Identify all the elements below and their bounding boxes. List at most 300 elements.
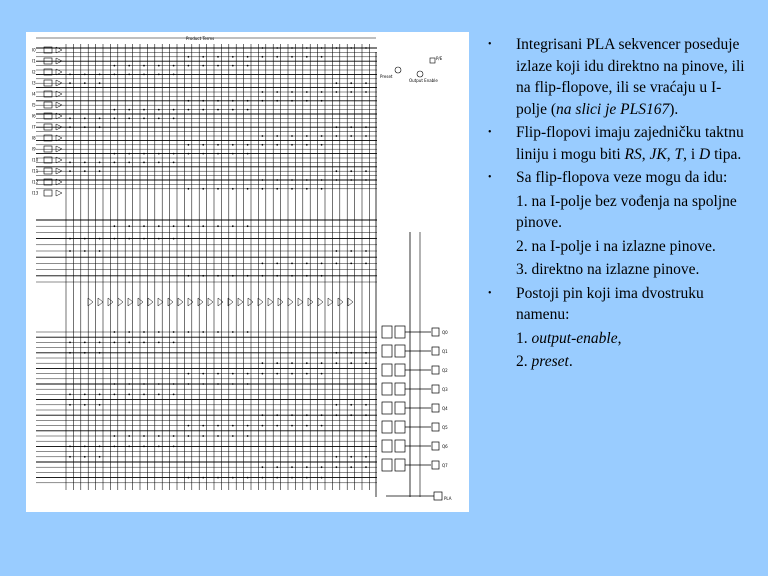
fuse-dot <box>128 74 130 76</box>
register-label: Q7 <box>442 463 448 468</box>
fuse-dot <box>99 170 101 172</box>
fuse-dot <box>247 65 249 67</box>
flip-flop <box>395 326 405 338</box>
or-gate <box>218 298 223 306</box>
or-gate <box>138 298 143 306</box>
fuse-dot <box>262 91 264 93</box>
fuse-dot <box>247 225 249 227</box>
fuse-dot <box>217 331 219 333</box>
fuse-dot <box>84 162 86 164</box>
fuse-dot <box>336 456 338 458</box>
fuse-dot <box>99 394 101 396</box>
fuse-dot <box>350 126 352 128</box>
flip-flop <box>382 459 392 471</box>
text-run: Integrisani PLA sekvencer poseduje izlaze koji idu direktno na pinove, ili na flip-flopove, ili se vraćaju u I-polje ( <box>516 36 745 118</box>
fuse-dot <box>306 275 308 277</box>
fuse-dot <box>365 126 367 128</box>
fuse-dot <box>188 100 190 102</box>
fuse-dot <box>291 263 293 265</box>
fuse-dot <box>232 65 234 67</box>
fuse-dot <box>128 435 130 437</box>
fuse-dot <box>365 352 367 354</box>
fuse-dot <box>365 250 367 252</box>
fuse-dot <box>321 275 323 277</box>
fuse-dot <box>99 126 101 128</box>
fuse-dot <box>306 144 308 146</box>
fuse-dot <box>247 425 249 427</box>
input-label: I5 <box>32 102 36 108</box>
text-run: preset <box>531 353 569 370</box>
fuse-dot <box>232 331 234 333</box>
fuse-dot <box>69 404 71 406</box>
fuse-dot <box>128 446 130 448</box>
register-label: Q6 <box>442 444 448 449</box>
fuse-dot <box>350 91 352 93</box>
input-label: I11 <box>32 168 39 174</box>
text-run: RS <box>624 145 642 163</box>
text-run: output-enable <box>531 329 618 347</box>
fuse-dot <box>99 456 101 458</box>
fuse-dot <box>173 342 175 344</box>
fuse-dot <box>202 56 204 58</box>
fuse-dot <box>202 331 204 333</box>
fuse-dot <box>321 47 323 49</box>
fuse-dot <box>84 342 86 344</box>
fuse-dot <box>306 362 308 364</box>
fuse-dot <box>84 446 86 448</box>
sub-item <box>480 236 750 258</box>
fuse-dot <box>291 135 293 137</box>
fuse-dot <box>128 225 130 227</box>
bullet-item <box>480 283 750 326</box>
fuse-dot <box>247 435 249 437</box>
fuse-dot <box>365 263 367 265</box>
fuse-dot <box>158 225 160 227</box>
input-label: I0 <box>32 47 36 53</box>
diagram-title: Product Terms <box>186 36 215 41</box>
fuse-dot <box>188 435 190 437</box>
fuse-dot <box>158 153 160 155</box>
fuse-dot <box>173 74 175 76</box>
fuse-dot <box>365 404 367 406</box>
oe-symbol <box>417 71 423 77</box>
fuse-dot <box>84 74 86 76</box>
pe-pin <box>430 58 435 63</box>
fuse-dot <box>173 238 175 240</box>
fuse-dot <box>291 275 293 277</box>
fuse-dot <box>158 446 160 448</box>
fuse-dot <box>350 352 352 354</box>
or-gate <box>178 298 183 306</box>
fuse-dot <box>276 179 278 181</box>
fuse-dot <box>276 373 278 375</box>
output-pin <box>432 461 439 469</box>
fuse-dot <box>202 109 204 111</box>
fuse-dot <box>336 91 338 93</box>
fuse-dot <box>69 352 71 354</box>
fuse-dot <box>114 153 116 155</box>
fuse-dot <box>276 135 278 137</box>
fuse-dot <box>217 153 219 155</box>
bullet-list <box>480 34 750 375</box>
fuse-dot <box>114 118 116 120</box>
fuse-dot <box>173 394 175 396</box>
fuse-dot <box>232 225 234 227</box>
or-gate <box>98 298 103 306</box>
fuse-dot <box>143 331 145 333</box>
flip-flop <box>395 402 405 414</box>
bullet-dot-icon: • <box>488 287 492 299</box>
fuse-dot <box>99 250 101 252</box>
fuse-dot <box>262 373 264 375</box>
fuse-dot <box>291 100 293 102</box>
output-pin <box>432 347 439 355</box>
fuse-dot <box>350 414 352 416</box>
fuse-dot <box>69 118 71 120</box>
fuse-dot <box>365 456 367 458</box>
fuse-dot <box>276 477 278 479</box>
bullet-item <box>480 34 750 120</box>
fuse-dot <box>217 275 219 277</box>
text-run: , <box>666 145 675 163</box>
fuse-dot <box>321 144 323 146</box>
fuse-dot <box>247 331 249 333</box>
fuse-dot <box>247 383 249 385</box>
fuse-dot <box>262 362 264 364</box>
fuse-dot <box>350 263 352 265</box>
or-gate <box>238 298 243 306</box>
fuse-dot <box>336 170 338 172</box>
fuse-dot <box>306 47 308 49</box>
fuse-dot <box>143 435 145 437</box>
fuse-dot <box>158 118 160 120</box>
or-gate <box>88 298 93 306</box>
fuse-dot <box>69 162 71 164</box>
fuse-dot <box>291 188 293 190</box>
fuse-dot <box>128 153 130 155</box>
flip-flop <box>395 345 405 357</box>
fuse-dot <box>99 82 101 84</box>
flip-flop <box>395 383 405 395</box>
fuse-dot <box>276 425 278 427</box>
fuse-dot <box>84 238 86 240</box>
fuse-dot <box>188 331 190 333</box>
fuse-dot <box>99 118 101 120</box>
fuse-dot <box>365 466 367 468</box>
fuse-dot <box>276 91 278 93</box>
fuse-dot <box>69 394 71 396</box>
fuse-dot <box>291 373 293 375</box>
fuse-dot <box>321 56 323 58</box>
fuse-dot <box>232 100 234 102</box>
input-label: I1 <box>32 58 36 64</box>
fuse-dot <box>306 135 308 137</box>
fuse-dot <box>247 373 249 375</box>
fuse-dot <box>276 47 278 49</box>
fuse-dot <box>291 56 293 58</box>
bullet-dot-icon: • <box>488 127 492 138</box>
sub-item <box>480 259 750 281</box>
fuse-dot <box>173 118 175 120</box>
fuse-dot <box>232 425 234 427</box>
register-label: Q5 <box>442 425 448 430</box>
bullet-dot-icon: • <box>488 39 492 50</box>
or-gate <box>268 298 273 306</box>
diagram-labels <box>186 36 452 501</box>
fuse-dot <box>291 477 293 479</box>
fuse-dot <box>232 275 234 277</box>
fuse-dot <box>217 109 219 111</box>
fuse-dot <box>306 414 308 416</box>
fuse-dot <box>188 373 190 375</box>
fuse-dot <box>306 100 308 102</box>
fuse-dot <box>262 47 264 49</box>
input-label: I13 <box>32 190 39 196</box>
fuse-dot <box>143 109 145 111</box>
fuse-dot <box>276 188 278 190</box>
fuse-dot <box>143 65 145 67</box>
fuse-dot <box>232 144 234 146</box>
fuse-dot <box>114 446 116 448</box>
fuse-dot <box>202 153 204 155</box>
register-label: Q4 <box>442 406 448 411</box>
fuse-dot <box>232 109 234 111</box>
fuse-dot <box>202 373 204 375</box>
fuse-dot <box>99 404 101 406</box>
or-gate <box>258 298 263 306</box>
fuse-dot <box>99 74 101 76</box>
fuse-dot <box>188 65 190 67</box>
fuse-dot <box>262 263 264 265</box>
fuse-dot <box>69 82 71 84</box>
fuse-dot <box>262 100 264 102</box>
fuse-dot <box>69 238 71 240</box>
fuse-dot <box>336 414 338 416</box>
bullet-item <box>480 167 750 189</box>
fuse-dot <box>276 56 278 58</box>
input-label: I10 <box>32 157 39 163</box>
flip-flop <box>395 364 405 376</box>
flip-flop <box>382 364 392 376</box>
fuse-dot <box>69 74 71 76</box>
fuse-dot <box>276 275 278 277</box>
pla-schematic <box>26 32 469 512</box>
fuse-dot <box>143 383 145 385</box>
sub-item <box>480 351 750 373</box>
fuse-dot <box>306 179 308 181</box>
fuse-dot <box>321 135 323 137</box>
fuse-dot <box>158 435 160 437</box>
fuse-dot <box>365 47 367 49</box>
fuse-dot <box>247 100 249 102</box>
fuse-dot <box>202 144 204 146</box>
fuse-dot <box>350 47 352 49</box>
or-gate <box>208 298 213 306</box>
fuse-dot <box>217 56 219 58</box>
flip-flop <box>382 421 392 433</box>
fuse-dot <box>306 466 308 468</box>
fuse-dot <box>128 109 130 111</box>
fuse-dot <box>247 188 249 190</box>
fuse-dot <box>336 47 338 49</box>
flip-flop <box>395 421 405 433</box>
fuse-dot <box>84 250 86 252</box>
fuse-dot <box>173 65 175 67</box>
fuse-dot <box>365 414 367 416</box>
input-label: I12 <box>32 179 39 185</box>
fuse-dot <box>321 188 323 190</box>
flip-flop <box>382 440 392 452</box>
fuse-dot <box>158 109 160 111</box>
fuse-dot <box>143 225 145 227</box>
flip-flop <box>395 440 405 452</box>
fuse-dot <box>114 162 116 164</box>
text-run: 2. na I-polje i na izlazne pinove. <box>516 237 716 255</box>
register-label: Q3 <box>442 387 448 392</box>
pla-pin <box>434 492 442 500</box>
fuse-dot <box>321 414 323 416</box>
fuse-dot <box>365 362 367 364</box>
fuse-dot <box>173 331 175 333</box>
text-run: 1. <box>516 329 532 347</box>
fuse-dot <box>365 135 367 137</box>
fuse-dot <box>202 100 204 102</box>
fuse-dot <box>158 331 160 333</box>
fuse-dot <box>99 352 101 354</box>
fuse-dot <box>84 118 86 120</box>
fuse-dot <box>232 383 234 385</box>
or-gate <box>288 298 293 306</box>
register-label: Q2 <box>442 368 448 373</box>
fuse-dot <box>158 162 160 164</box>
fuse-dot <box>143 162 145 164</box>
fuse-dot <box>276 100 278 102</box>
fuse-dot <box>276 414 278 416</box>
fuse-dot <box>247 275 249 277</box>
or-gate <box>308 298 313 306</box>
fuse-dot <box>84 352 86 354</box>
bullet-dot-icon: • <box>488 172 492 183</box>
fuse-dot <box>173 109 175 111</box>
or-gate <box>168 298 173 306</box>
fuse-dot <box>262 275 264 277</box>
output-pin <box>432 404 439 412</box>
fuse-dot <box>306 91 308 93</box>
flip-flop <box>382 326 392 338</box>
fuse-dot <box>84 456 86 458</box>
output-pin <box>432 423 439 431</box>
fuse-dot <box>336 250 338 252</box>
fuse-dot <box>306 188 308 190</box>
fuse-dot <box>128 238 130 240</box>
fuse-dot <box>247 109 249 111</box>
text-run: D <box>699 145 711 163</box>
fuse-dot <box>173 153 175 155</box>
fuse-dot <box>158 74 160 76</box>
fuse-dot <box>262 188 264 190</box>
fuse-dot <box>188 56 190 58</box>
fuse-dot <box>114 74 116 76</box>
fuse-dot <box>262 56 264 58</box>
input-buffers <box>32 47 353 306</box>
fuse-dot <box>114 331 116 333</box>
fuse-dot <box>143 394 145 396</box>
or-gate <box>128 298 133 306</box>
fuse-dot <box>188 275 190 277</box>
text-run: T <box>674 145 684 163</box>
fuse-dot <box>247 144 249 146</box>
fuse-dot <box>321 91 323 93</box>
text-run: Postoji pin koji ima dvostruku namenu: <box>516 284 704 323</box>
input-label: I3 <box>32 80 36 86</box>
fuse-dot <box>217 144 219 146</box>
fuse-dot <box>291 91 293 93</box>
sub-item <box>480 191 750 234</box>
fuse-dot <box>188 109 190 111</box>
fuse-dot <box>143 342 145 344</box>
fuse-dot <box>262 477 264 479</box>
fuse-dot <box>69 250 71 252</box>
flip-flop <box>382 383 392 395</box>
fuse-dot <box>350 466 352 468</box>
fuse-dot <box>128 342 130 344</box>
fuse-dot <box>350 170 352 172</box>
fuse-dot <box>232 56 234 58</box>
fuse-dot <box>232 435 234 437</box>
fuse-dot <box>336 404 338 406</box>
fuse-dot <box>202 225 204 227</box>
fuse-dot <box>232 188 234 190</box>
fuse-dot <box>188 477 190 479</box>
fuse-dot <box>188 225 190 227</box>
fuse-dot <box>188 425 190 427</box>
register-label: Q1 <box>442 349 448 354</box>
fuse-dot <box>128 394 130 396</box>
fuse-dot <box>321 263 323 265</box>
preset-label: Preset <box>380 74 393 79</box>
fuse-dot <box>202 383 204 385</box>
fuse-dot <box>321 425 323 427</box>
fuse-dot <box>143 446 145 448</box>
fuse-dot <box>350 250 352 252</box>
text-run: Flip-flopovi imaju zajedničku taktnu liniju i mogu biti <box>516 124 744 163</box>
fuse-dot <box>143 153 145 155</box>
fuse-dot <box>173 446 175 448</box>
fuse-dot <box>128 118 130 120</box>
fuse-dot <box>276 263 278 265</box>
pla-label: PLA <box>444 496 452 501</box>
fuse-dot <box>202 435 204 437</box>
fuse-dot <box>262 179 264 181</box>
or-gate <box>298 298 303 306</box>
fuse-dot <box>188 383 190 385</box>
fuse-dot <box>306 425 308 427</box>
fuse-dot <box>158 394 160 396</box>
fuse-dot <box>173 383 175 385</box>
input-label: I6 <box>32 113 36 119</box>
fuse-dot <box>306 477 308 479</box>
input-label: I2 <box>32 69 36 75</box>
output-enable-label: Output Enable <box>409 78 438 83</box>
preset-symbol <box>395 67 401 73</box>
fuse-dot <box>350 362 352 364</box>
fuse-dot <box>276 466 278 468</box>
text-run: , i <box>683 145 700 163</box>
fuse-dot <box>232 477 234 479</box>
fuse-dot <box>365 91 367 93</box>
fuse-dot <box>99 446 101 448</box>
output-pin <box>432 385 439 393</box>
